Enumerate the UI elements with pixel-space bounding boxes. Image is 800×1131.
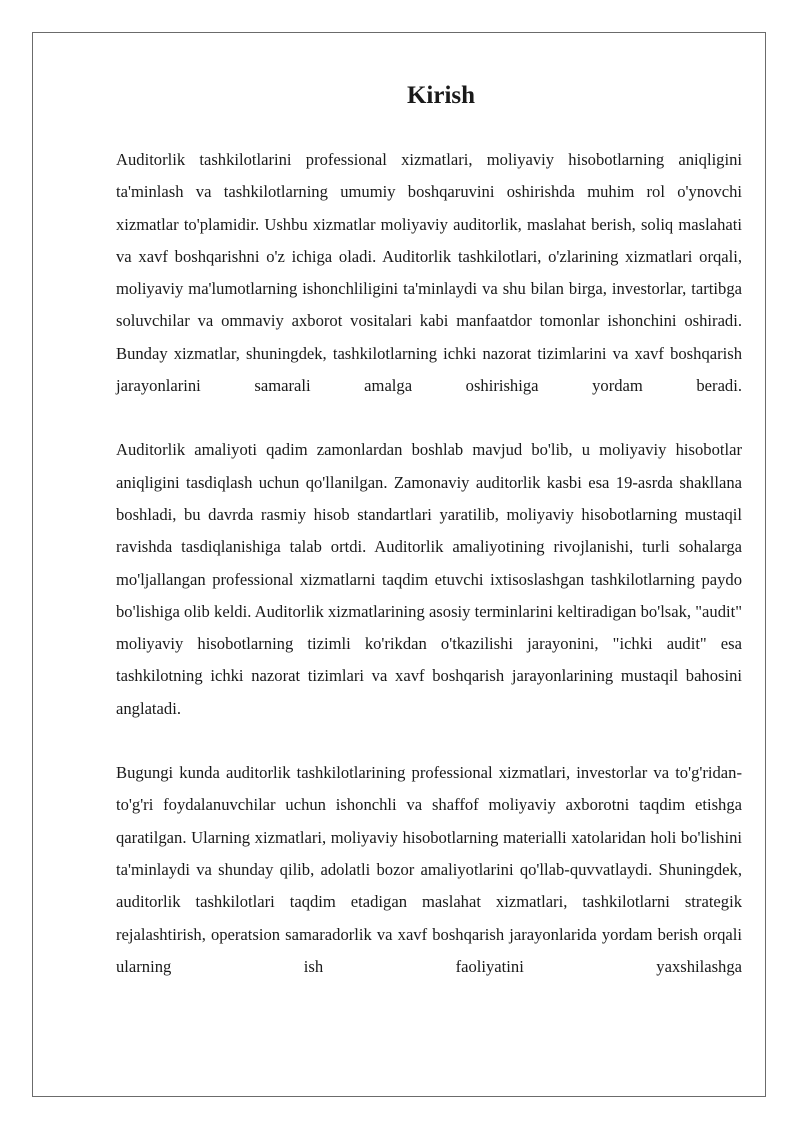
document-body bbox=[116, 72, 742, 983]
paragraph-3: Bugungi kunda auditorlik tashkilotlarining professional xizmatlari, investorlar va to'g'ridan-to'g'ri foydalanuvchilar uchun ishonchli va shaffof moliyaviy axborotni taqdim etishga qaratilgan. Ularning xizmatlari, moliyaviy hisobotlarning materialli xatolaridan holi bo'lishini ta'minlaydi va shunday qilib, adolatli bozor amaliyotlarini qo'llab-quvvatlaydi. Shuningdek, auditorlik tashkilotlari taqdim etadigan maslahat xizmatlari, tashkilotlarni strategik rejalashtirish, operatsion samaradorlik va xavf boshqarish jarayonlarida yordam berish orqali ularning ish faoliyatini yaxshilashga bbox=[116, 763, 742, 976]
document-title: Kirish bbox=[406, 82, 476, 109]
paragraph-1: Auditorlik tashkilotlarini professional xizmatlari, moliyaviy hisobotlarning aniqligini ta'minlash va tashkilotlarning umumiy boshqaruvini oshirishda muhim rol o'ynovchi xizmatlar to'plamidir. Ushbu xizmatlar moliyaviy auditorlik, maslahat berish, soliq maslahati va xavf boshqarishni o'z ichiga oladi. Auditorlik tashkilotlari, o'zlarining xizmatlari orqali, moliyaviy ma'lumotlarning ishonchliligini ta'minlaydi va shu bilan birga, investorlar, tartibga soluvchilar va ommaviy axborot vositalari kabi manfaatdor tomonlar ishonchini oshiradi. Bunday xizmatlar, shuningdek, tashkilotlarning ichki nazorat tizimlarini va xavf boshqarish jarayonlarini samarali amalga oshirishiga yordam beradi. bbox=[116, 150, 742, 396]
paragraph-2: Auditorlik amaliyoti qadim zamonlardan boshlab mavjud bo'lib, u moliyaviy hisobotlar aniqligini tasdiqlash uchun qo'llanilgan. Zamonaviy auditorlik kasbi esa 19-asrda shakllana boshladi, bu davrda rasmiy hisob standartlari yaratilib, moliyaviy hisobotlarning mustaqil ravishda tasdiqlanishiga talab ortdi. Auditorlik amaliyotining rivojlanishi, turli sohalarga mo'ljallangan professional xizmatlarni taqdim etuvchi ixtisoslashgan tashkilotlarning paydo bo'lishiga olib keldi. Auditorlik xizmatlarining asosiy terminlarini keltiradigan bo'lsak, "audit" moliyaviy hisobotlarning tizimli ko'rikdan o'tkazilishi jarayonini, "ichki audit" esa tashkilotning ichki nazorat tizimlari va xavf boshqarish jarayonlarining mustaqil bahosini anglatadi. bbox=[116, 440, 742, 718]
